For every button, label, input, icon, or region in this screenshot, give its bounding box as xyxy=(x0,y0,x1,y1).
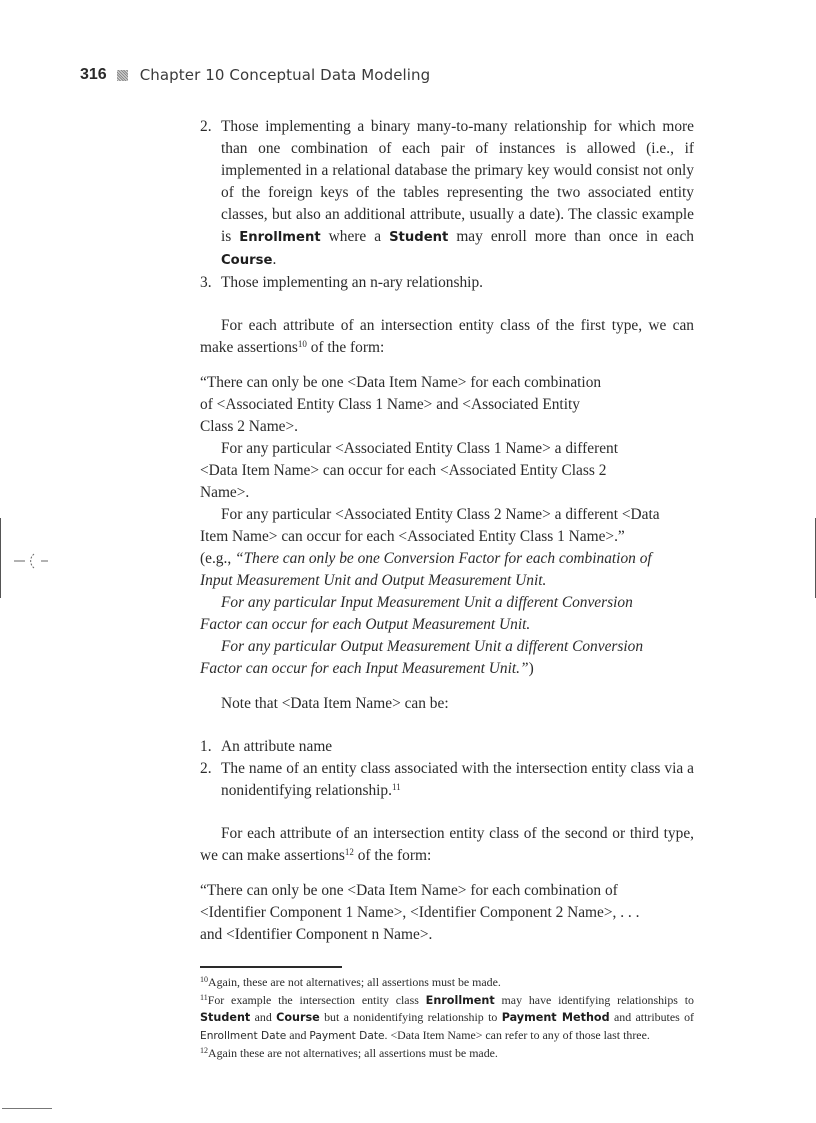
registration-mark-icon xyxy=(4,548,52,574)
list-top xyxy=(200,116,694,294)
paragraph-text: For each attribute of an intersection entity class of the second or third type, we can make assertions xyxy=(200,825,694,864)
running-header xyxy=(80,62,430,88)
paragraph-text: of the form: xyxy=(306,339,385,356)
entity-name: Enrollment xyxy=(239,230,321,245)
list-text: Those implementing an n-ary relationship. xyxy=(221,274,484,291)
footnote-text: Again, these are not alternatives; all assertions must be made. xyxy=(208,975,501,989)
page-number: 316 xyxy=(80,66,107,83)
list-text: where a xyxy=(320,228,390,245)
quote-line xyxy=(200,548,694,570)
entity-name: Payment Method xyxy=(501,1011,610,1024)
example-text: Factor can occur for each Input Measurement Unit.” xyxy=(200,660,529,677)
entity-name: Course xyxy=(276,1011,320,1024)
list-number: 2. xyxy=(200,118,212,135)
footnote-text: Again these are not alternatives; all assertions must be made. xyxy=(208,1046,498,1060)
paragraph xyxy=(200,823,694,867)
assertion-quote xyxy=(200,372,694,680)
list-number: 2. xyxy=(200,760,212,777)
footnote-text: may have identifying relationships to xyxy=(494,992,694,1007)
list-item xyxy=(200,272,694,294)
quote-line: For any particular <Associated Entity Class 2 Name> a different <Data xyxy=(221,506,660,523)
footnote-ref: 10 xyxy=(297,339,307,349)
footnote xyxy=(200,1045,694,1063)
footnote-number: 12 xyxy=(200,1046,208,1055)
footnote-text: but a nonidentifying relationship to xyxy=(319,1010,502,1024)
quote-line: <Data Item Name> can occur for each <Associated Entity Class 2 xyxy=(200,462,607,479)
entity-name: Course xyxy=(221,253,273,268)
list-text: Those implementing a binary many-to-many relationship for which more than one combination of each pair of instances is allowed (i.e., if implemented in a relational database the primary key would consist not only of the foreign keys of the tables representing the two associated entity classes, but also an additional attribute, usually a date). The classic example is xyxy=(221,118,694,245)
footnote-number: 11 xyxy=(200,992,208,1002)
attribute-name: Payment Date xyxy=(309,1029,385,1042)
footnote-text: and xyxy=(250,1010,277,1024)
list-text: . xyxy=(272,251,277,268)
list-number: 1. xyxy=(200,738,212,755)
quote-line: and <Identifier Component n Name>. xyxy=(200,926,433,943)
footnote-text: and attributes of xyxy=(609,1010,694,1024)
footnote-text: and xyxy=(286,1027,310,1042)
list-text: The name of an entity class associated with the intersection entity class via a nonidentifying relationship. xyxy=(221,760,694,799)
quote-suffix: ) xyxy=(528,660,534,677)
footnote-rule xyxy=(200,966,342,968)
quote-line: of <Associated Entity Class 1 Name> and <Associated Entity xyxy=(200,396,580,413)
paragraph: Note that <Data Item Name> can be: xyxy=(221,695,449,712)
list-number: 3. xyxy=(200,274,212,291)
quote-line: “There can only be one <Data Item Name> for each combination of xyxy=(200,882,618,899)
footnote-text: For example the intersection entity class xyxy=(207,992,426,1007)
footnote-text: . <Data Item Name> can refer to any of those last three. xyxy=(384,1027,650,1042)
footnote xyxy=(200,992,694,1046)
paragraph-text: of the form: xyxy=(353,847,432,864)
quote-line: “There can only be one <Data Item Name> for each combination xyxy=(200,374,602,391)
list-item xyxy=(200,758,694,802)
header-square-icon xyxy=(117,70,128,81)
chapter-title: Chapter 10 Conceptual Data Modeling xyxy=(139,66,431,84)
footnote-number: 10 xyxy=(200,975,208,984)
footnote-ref: 11 xyxy=(391,782,401,792)
page-body xyxy=(200,116,694,1063)
list-item xyxy=(200,116,694,272)
quote-line xyxy=(200,658,694,680)
list-text: An attribute name xyxy=(221,738,333,755)
footnote xyxy=(200,974,694,992)
example-text: “There can only be one Conversion Factor for each combination of xyxy=(235,550,652,567)
example-line: Input Measurement Unit and Output Measurement Unit. xyxy=(200,572,547,589)
quote-line: Name>. xyxy=(200,484,250,501)
entity-name: Enrollment xyxy=(425,993,495,1007)
paragraph xyxy=(200,315,694,359)
quote-prefix: (e.g., xyxy=(200,550,236,567)
quote-line: Item Name> can occur for each <Associated Entity Class 1 Name>.” xyxy=(200,528,625,545)
list-text: may enroll more than once in each xyxy=(448,228,694,245)
attribute-name: Enrollment Date xyxy=(200,1029,287,1042)
footnote-ref: 12 xyxy=(344,847,354,857)
quote-line: For any particular <Associated Entity Class 1 Name> a different xyxy=(221,440,619,457)
paragraph-text: For each attribute of an intersection entity class of the first type, we can make assertions xyxy=(200,317,694,356)
list-mid xyxy=(200,736,694,802)
example-line: For any particular Input Measurement Unit a different Conversion xyxy=(221,594,633,611)
entity-name: Student xyxy=(200,1011,251,1024)
list-item xyxy=(200,736,694,758)
example-line: Factor can occur for each Output Measurement Unit. xyxy=(200,616,531,633)
footnotes xyxy=(200,974,694,1063)
example-line: For any particular Output Measurement Unit a different Conversion xyxy=(221,638,644,655)
quote-line: Class 2 Name>. xyxy=(200,418,299,435)
entity-name: Student xyxy=(389,230,449,245)
crop-mark-bottom xyxy=(2,1108,52,1109)
assertion-quote xyxy=(200,880,694,946)
quote-line: <Identifier Component 1 Name>, <Identifier Component 2 Name>, . . . xyxy=(200,904,640,921)
crop-mark-left xyxy=(0,518,1,598)
